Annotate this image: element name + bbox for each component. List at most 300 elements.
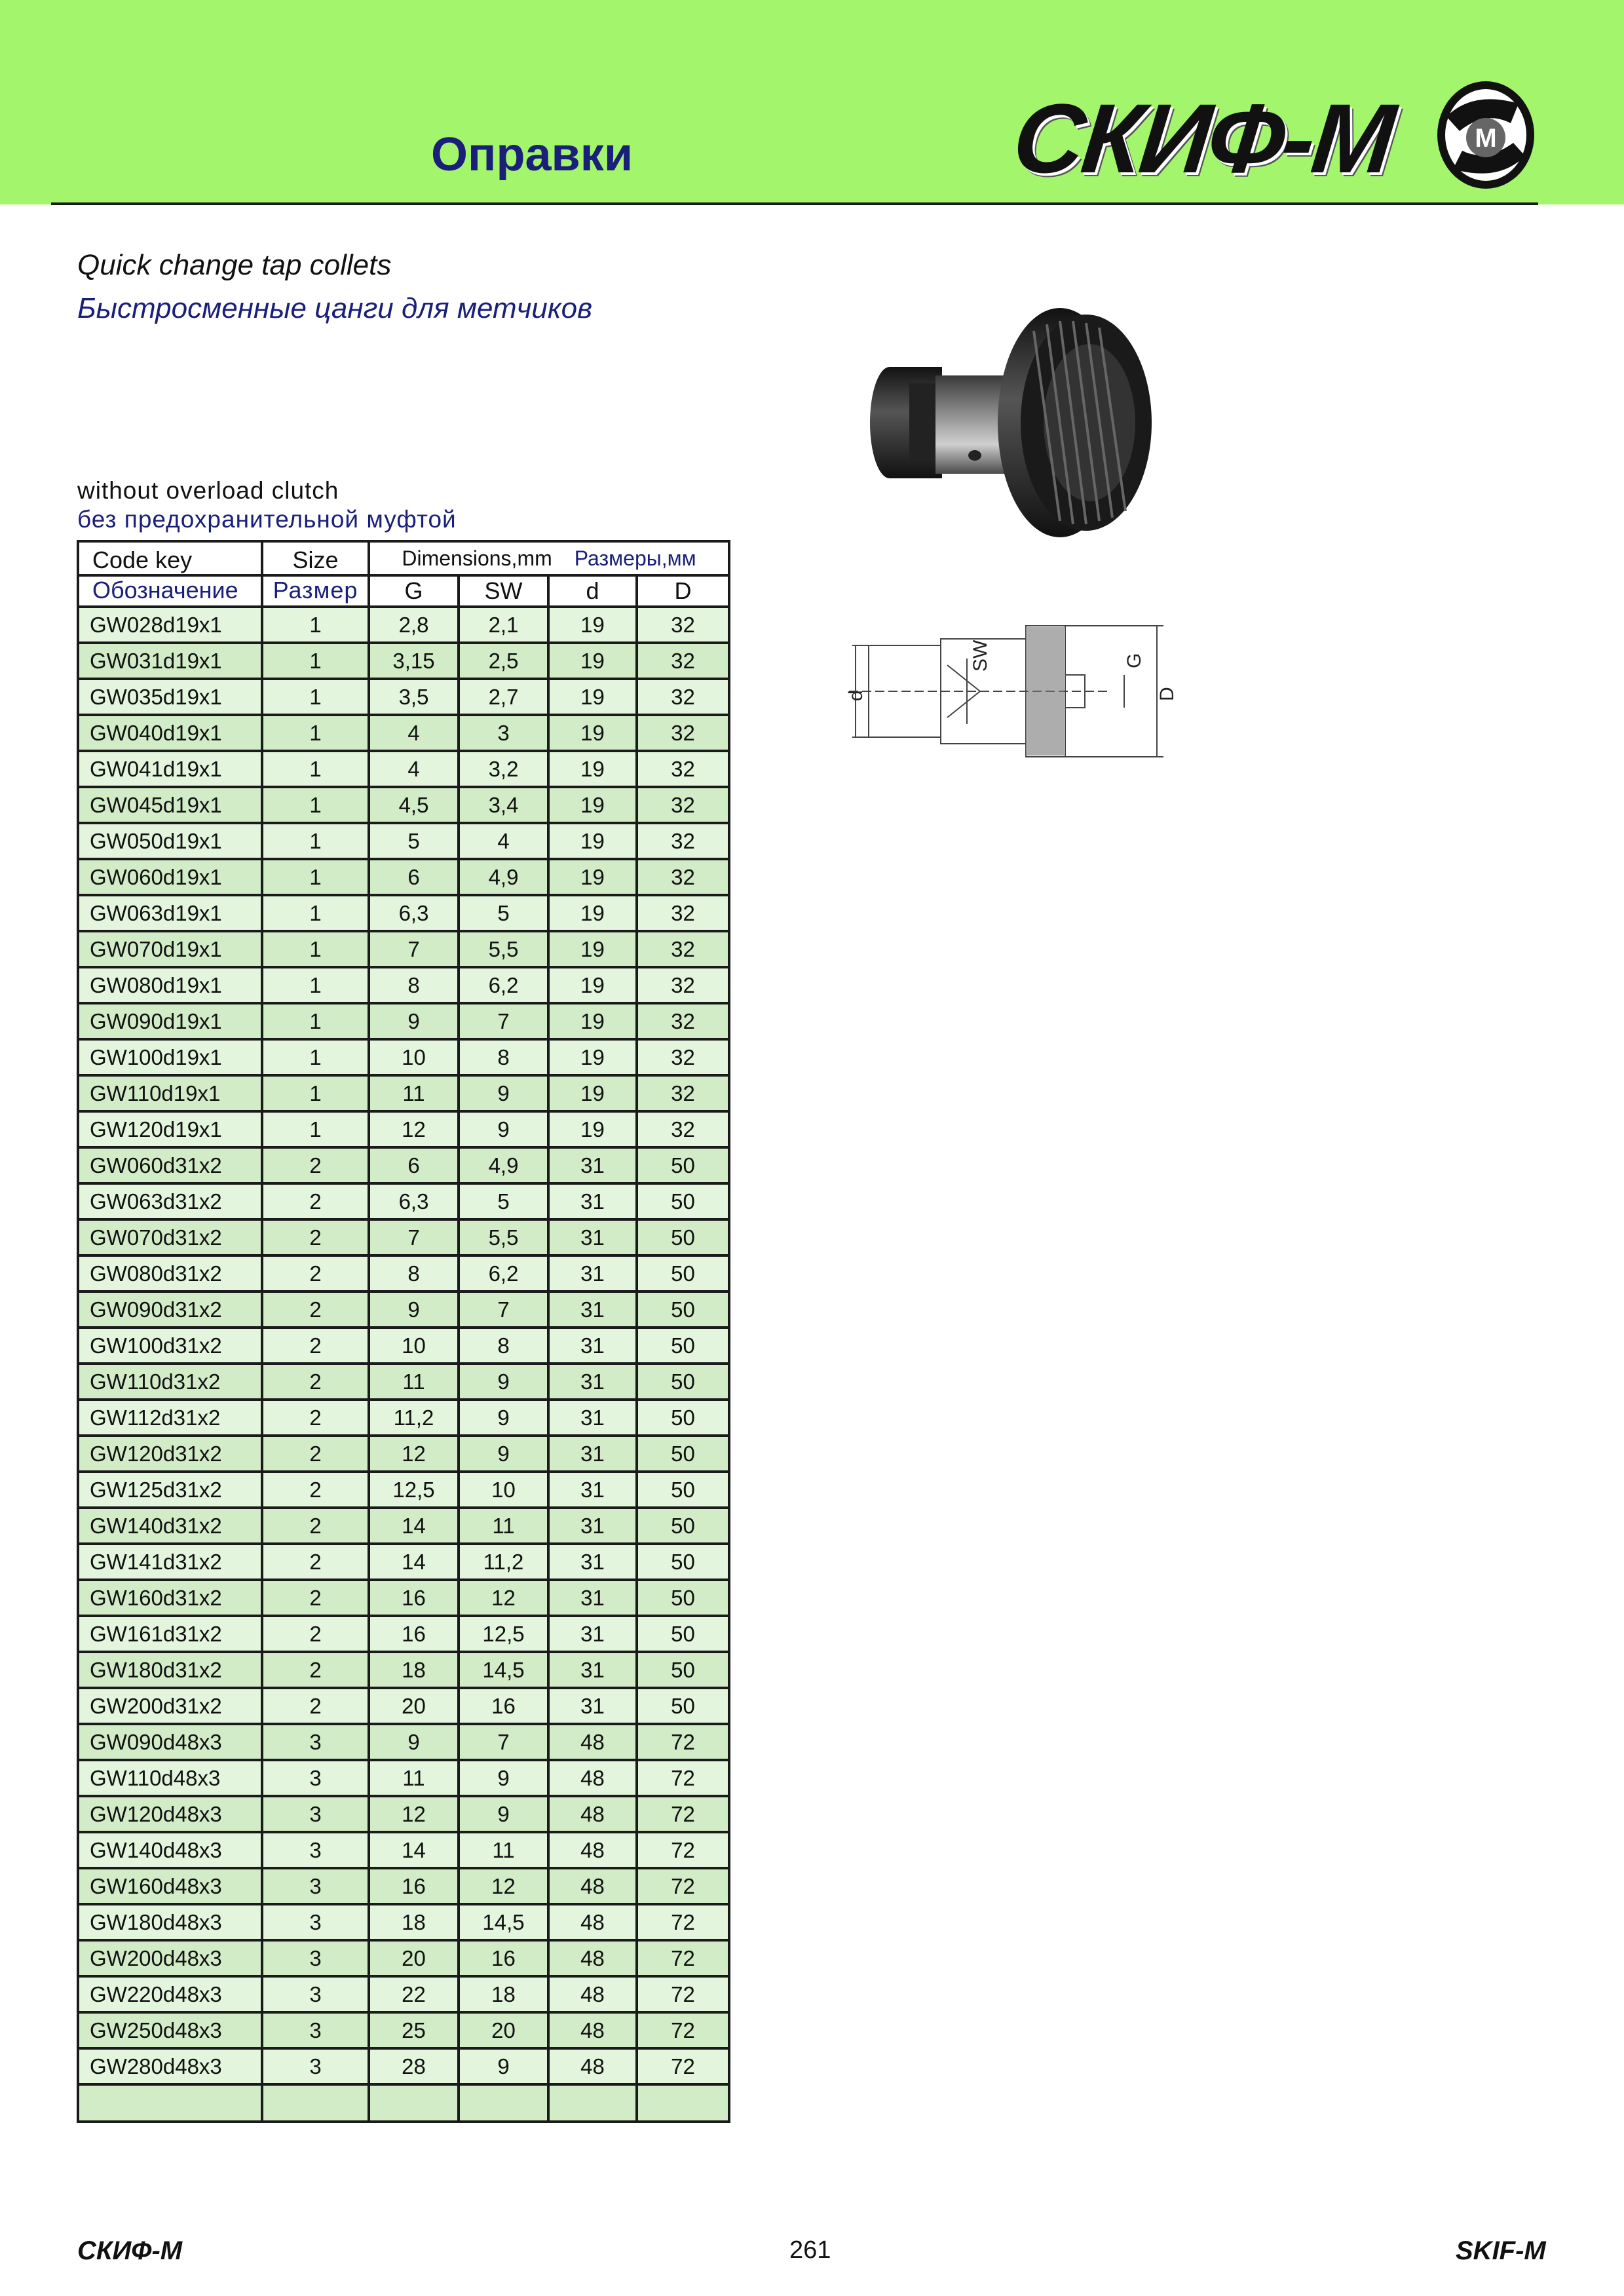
cell-d: 31 bbox=[548, 1616, 637, 1652]
table-row bbox=[78, 1400, 729, 1436]
cell-g: 6 bbox=[369, 1147, 459, 1183]
cell-big-d: 32 bbox=[637, 751, 729, 787]
cell-size: 2 bbox=[262, 1364, 369, 1400]
table-row bbox=[78, 1111, 729, 1147]
cell-sw: 7 bbox=[459, 1292, 548, 1328]
table-row bbox=[78, 2012, 729, 2048]
table-row bbox=[78, 967, 729, 1003]
cell-d: 31 bbox=[548, 1364, 637, 1400]
cell-big-d: 32 bbox=[637, 715, 729, 751]
table-row bbox=[78, 715, 729, 751]
cell-size: 2 bbox=[262, 1219, 369, 1255]
cell-big-d: 32 bbox=[637, 1075, 729, 1111]
cell-sw: 8 bbox=[459, 1039, 548, 1075]
note-english: without overload clutch bbox=[77, 477, 339, 504]
cell-sw: 10 bbox=[459, 1472, 548, 1508]
cell-size: 1 bbox=[262, 1111, 369, 1147]
cell-size: 2 bbox=[262, 1400, 369, 1436]
cell-big-d: 72 bbox=[637, 1940, 729, 1976]
cell-d: 19 bbox=[548, 787, 637, 823]
cell-g: 16 bbox=[369, 1580, 459, 1616]
cell-big-d: 72 bbox=[637, 1760, 729, 1796]
empty-cell bbox=[262, 2084, 369, 2122]
table-row bbox=[78, 1976, 729, 2012]
cell-d: 19 bbox=[548, 895, 637, 931]
cell-d: 31 bbox=[548, 1183, 637, 1219]
cell-sw: 20 bbox=[459, 2012, 548, 2048]
cell-g: 12 bbox=[369, 1796, 459, 1832]
cell-code: GW140d48x3 bbox=[78, 1832, 262, 1868]
cell-g: 10 bbox=[369, 1039, 459, 1075]
cell-code: GW035d19x1 bbox=[78, 679, 262, 715]
cell-code: GW160d31x2 bbox=[78, 1580, 262, 1616]
table-row bbox=[78, 751, 729, 787]
cell-size: 1 bbox=[262, 859, 369, 895]
cell-d: 19 bbox=[548, 931, 637, 967]
cell-big-d: 50 bbox=[637, 1147, 729, 1183]
header-dimensions-en: Dimensions,mm bbox=[402, 546, 552, 570]
cell-code: GW100d19x1 bbox=[78, 1039, 262, 1075]
cell-size: 2 bbox=[262, 1436, 369, 1472]
cell-code: GW220d48x3 bbox=[78, 1976, 262, 2012]
dim-label-big-d: D bbox=[1156, 687, 1178, 701]
cell-sw: 9 bbox=[459, 1436, 548, 1472]
cell-sw: 4,9 bbox=[459, 1147, 548, 1183]
cell-code: GW161d31x2 bbox=[78, 1616, 262, 1652]
table-row bbox=[78, 1292, 729, 1328]
cell-d: 31 bbox=[548, 1652, 637, 1688]
cell-big-d: 32 bbox=[637, 895, 729, 931]
cell-big-d: 72 bbox=[637, 1976, 729, 2012]
cell-g: 8 bbox=[369, 1255, 459, 1292]
cell-sw: 8 bbox=[459, 1328, 548, 1364]
cell-sw: 14,5 bbox=[459, 1652, 548, 1688]
cell-code: GW050d19x1 bbox=[78, 823, 262, 859]
footer-brand-en: SKIF-M bbox=[1456, 2236, 1546, 2265]
subtitle-english: Quick change tap collets bbox=[77, 249, 392, 281]
cell-big-d: 50 bbox=[637, 1292, 729, 1328]
cell-big-d: 50 bbox=[637, 1544, 729, 1580]
cell-g: 6 bbox=[369, 859, 459, 895]
cell-code: GW110d48x3 bbox=[78, 1760, 262, 1796]
cell-d: 19 bbox=[548, 859, 637, 895]
cell-big-d: 32 bbox=[637, 931, 729, 967]
cell-g: 12 bbox=[369, 1436, 459, 1472]
table-row bbox=[78, 1436, 729, 1472]
cell-size: 3 bbox=[262, 1760, 369, 1796]
cell-sw: 9 bbox=[459, 1400, 548, 1436]
page-title: Оправки bbox=[431, 128, 633, 181]
cell-g: 16 bbox=[369, 1616, 459, 1652]
cell-g: 18 bbox=[369, 1904, 459, 1940]
cell-sw: 12 bbox=[459, 1868, 548, 1904]
empty-cell bbox=[78, 2084, 262, 2122]
cell-d: 19 bbox=[548, 1075, 637, 1111]
cell-sw: 5 bbox=[459, 1183, 548, 1219]
table-row bbox=[78, 1039, 729, 1075]
cell-big-d: 50 bbox=[637, 1652, 729, 1688]
cell-g: 3,5 bbox=[369, 679, 459, 715]
table-row bbox=[78, 679, 729, 715]
cell-big-d: 32 bbox=[637, 1039, 729, 1075]
cell-code: GW060d31x2 bbox=[78, 1147, 262, 1183]
cell-big-d: 72 bbox=[637, 1904, 729, 1940]
table-row bbox=[78, 1688, 729, 1724]
cell-g: 16 bbox=[369, 1868, 459, 1904]
cell-sw: 9 bbox=[459, 2048, 548, 2084]
cell-size: 2 bbox=[262, 1580, 369, 1616]
table-row bbox=[78, 643, 729, 679]
cell-sw: 3,2 bbox=[459, 751, 548, 787]
cell-sw: 5,5 bbox=[459, 931, 548, 967]
dim-label-g: G bbox=[1124, 653, 1145, 668]
cell-g: 3,15 bbox=[369, 643, 459, 679]
cell-d: 48 bbox=[548, 1724, 637, 1760]
cell-d: 48 bbox=[548, 1868, 637, 1904]
cell-sw: 11 bbox=[459, 1832, 548, 1868]
table-row bbox=[78, 1832, 729, 1868]
cell-g: 9 bbox=[369, 1724, 459, 1760]
logo-emblem-icon bbox=[1433, 77, 1538, 192]
cell-sw: 3 bbox=[459, 715, 548, 751]
cell-code: GW063d31x2 bbox=[78, 1183, 262, 1219]
table-row bbox=[78, 2048, 729, 2084]
cell-d: 31 bbox=[548, 1328, 637, 1364]
header-size: Size bbox=[262, 541, 369, 575]
cell-code: GW112d31x2 bbox=[78, 1400, 262, 1436]
cell-big-d: 50 bbox=[637, 1616, 729, 1652]
cell-size: 2 bbox=[262, 1292, 369, 1328]
cell-code: GW120d19x1 bbox=[78, 1111, 262, 1147]
cell-code: GW200d31x2 bbox=[78, 1688, 262, 1724]
cell-g: 9 bbox=[369, 1292, 459, 1328]
cell-code: GW070d19x1 bbox=[78, 931, 262, 967]
cell-d: 48 bbox=[548, 1904, 637, 1940]
empty-cell bbox=[637, 2084, 729, 2122]
table-row bbox=[78, 1652, 729, 1688]
cell-size: 2 bbox=[262, 1183, 369, 1219]
cell-big-d: 32 bbox=[637, 643, 729, 679]
logo-emblem-letter: M bbox=[1475, 124, 1497, 153]
cell-sw: 7 bbox=[459, 1003, 548, 1039]
cell-sw: 6,2 bbox=[459, 1255, 548, 1292]
cell-d: 19 bbox=[548, 1111, 637, 1147]
header-code-key-ru: Обозначение bbox=[78, 575, 262, 607]
table-row-empty bbox=[78, 2084, 729, 2122]
cell-d: 31 bbox=[548, 1508, 637, 1544]
cell-d: 31 bbox=[548, 1255, 637, 1292]
cell-size: 2 bbox=[262, 1544, 369, 1580]
cell-big-d: 72 bbox=[637, 1796, 729, 1832]
collet-spec-table bbox=[77, 540, 730, 2123]
header-dimensions bbox=[369, 541, 729, 575]
cell-size: 1 bbox=[262, 715, 369, 751]
cell-size: 1 bbox=[262, 823, 369, 859]
dim-label-sw: SW bbox=[970, 640, 991, 672]
cell-code: GW090d48x3 bbox=[78, 1724, 262, 1760]
brand-logo bbox=[1008, 77, 1538, 195]
cell-code: GW250d48x3 bbox=[78, 2012, 262, 2048]
cell-big-d: 50 bbox=[637, 1255, 729, 1292]
cell-size: 3 bbox=[262, 2048, 369, 2084]
table-row bbox=[78, 1364, 729, 1400]
cell-size: 2 bbox=[262, 1688, 369, 1724]
cell-sw: 16 bbox=[459, 1688, 548, 1724]
cell-sw: 2,5 bbox=[459, 643, 548, 679]
cell-g: 14 bbox=[369, 1832, 459, 1868]
cell-code: GW090d31x2 bbox=[78, 1292, 262, 1328]
cell-g: 11,2 bbox=[369, 1400, 459, 1436]
cell-big-d: 50 bbox=[637, 1688, 729, 1724]
header-dimensions-ru: Размеры,мм bbox=[574, 546, 696, 570]
cell-code: GW141d31x2 bbox=[78, 1544, 262, 1580]
table-row bbox=[78, 1904, 729, 1940]
header-col-big-d: D bbox=[637, 575, 729, 607]
cell-size: 1 bbox=[262, 1003, 369, 1039]
table-row bbox=[78, 823, 729, 859]
cell-d: 19 bbox=[548, 967, 637, 1003]
cell-size: 1 bbox=[262, 1075, 369, 1111]
cell-big-d: 72 bbox=[637, 2048, 729, 2084]
cell-g: 4 bbox=[369, 715, 459, 751]
cell-size: 3 bbox=[262, 1796, 369, 1832]
cell-big-d: 32 bbox=[637, 679, 729, 715]
cell-sw: 12,5 bbox=[459, 1616, 548, 1652]
cell-d: 48 bbox=[548, 1832, 637, 1868]
table-row bbox=[78, 1255, 729, 1292]
cell-sw: 6,2 bbox=[459, 967, 548, 1003]
table-row bbox=[78, 1544, 729, 1580]
cell-sw: 5,5 bbox=[459, 1219, 548, 1255]
cell-g: 6,3 bbox=[369, 895, 459, 931]
cell-d: 31 bbox=[548, 1580, 637, 1616]
cell-code: GW180d48x3 bbox=[78, 1904, 262, 1940]
cell-big-d: 50 bbox=[637, 1400, 729, 1436]
cell-size: 2 bbox=[262, 1472, 369, 1508]
cell-d: 31 bbox=[548, 1219, 637, 1255]
cell-g: 20 bbox=[369, 1940, 459, 1976]
cell-code: GW063d19x1 bbox=[78, 895, 262, 931]
table-row bbox=[78, 895, 729, 931]
cell-size: 1 bbox=[262, 931, 369, 967]
cell-sw: 9 bbox=[459, 1760, 548, 1796]
table-body bbox=[78, 607, 729, 2122]
cell-d: 48 bbox=[548, 2048, 637, 2084]
cell-g: 14 bbox=[369, 1508, 459, 1544]
header-col-g: G bbox=[369, 575, 459, 607]
cell-sw: 11,2 bbox=[459, 1544, 548, 1580]
cell-code: GW060d19x1 bbox=[78, 859, 262, 895]
cell-size: 1 bbox=[262, 967, 369, 1003]
table-row bbox=[78, 931, 729, 967]
cell-d: 31 bbox=[548, 1436, 637, 1472]
table-row bbox=[78, 1219, 729, 1255]
table-row bbox=[78, 859, 729, 895]
cell-size: 2 bbox=[262, 1328, 369, 1364]
cell-d: 19 bbox=[548, 1039, 637, 1075]
cell-code: GW040d19x1 bbox=[78, 715, 262, 751]
cell-g: 20 bbox=[369, 1688, 459, 1724]
cell-g: 9 bbox=[369, 1003, 459, 1039]
cell-d: 31 bbox=[548, 1472, 637, 1508]
cell-code: GW041d19x1 bbox=[78, 751, 262, 787]
cell-size: 3 bbox=[262, 1976, 369, 2012]
cell-sw: 9 bbox=[459, 1075, 548, 1111]
cell-big-d: 72 bbox=[637, 2012, 729, 2048]
cell-d: 19 bbox=[548, 607, 637, 643]
technical-drawing bbox=[845, 619, 1178, 763]
cell-g: 10 bbox=[369, 1328, 459, 1364]
cell-d: 19 bbox=[548, 823, 637, 859]
cell-d: 19 bbox=[548, 679, 637, 715]
cell-sw: 7 bbox=[459, 1724, 548, 1760]
cell-g: 7 bbox=[369, 1219, 459, 1255]
cell-d: 48 bbox=[548, 2012, 637, 2048]
cell-g: 12,5 bbox=[369, 1472, 459, 1508]
empty-cell bbox=[548, 2084, 637, 2122]
cell-size: 2 bbox=[262, 1147, 369, 1183]
cell-big-d: 50 bbox=[637, 1508, 729, 1544]
cell-big-d: 50 bbox=[637, 1328, 729, 1364]
cell-g: 8 bbox=[369, 967, 459, 1003]
cell-g: 7 bbox=[369, 931, 459, 967]
cell-sw: 9 bbox=[459, 1364, 548, 1400]
cell-sw: 4,9 bbox=[459, 859, 548, 895]
cell-d: 19 bbox=[548, 1003, 637, 1039]
cell-code: GW125d31x2 bbox=[78, 1472, 262, 1508]
cell-sw: 2,1 bbox=[459, 607, 548, 643]
table-row bbox=[78, 1003, 729, 1039]
cell-g: 11 bbox=[369, 1075, 459, 1111]
cell-size: 1 bbox=[262, 787, 369, 823]
cell-g: 12 bbox=[369, 1111, 459, 1147]
product-photo bbox=[863, 305, 1152, 541]
cell-big-d: 50 bbox=[637, 1472, 729, 1508]
cell-g: 2,8 bbox=[369, 607, 459, 643]
cell-d: 31 bbox=[548, 1544, 637, 1580]
cell-g: 14 bbox=[369, 1544, 459, 1580]
cell-d: 19 bbox=[548, 643, 637, 679]
cell-g: 11 bbox=[369, 1364, 459, 1400]
cell-g: 28 bbox=[369, 2048, 459, 2084]
cell-sw: 3,4 bbox=[459, 787, 548, 823]
cell-size: 1 bbox=[262, 751, 369, 787]
cell-d: 19 bbox=[548, 715, 637, 751]
cell-size: 3 bbox=[262, 1904, 369, 1940]
cell-size: 3 bbox=[262, 1832, 369, 1868]
cell-sw: 14,5 bbox=[459, 1904, 548, 1940]
cell-big-d: 50 bbox=[637, 1436, 729, 1472]
note-russian: без предохранительной муфтой bbox=[77, 506, 457, 533]
cell-big-d: 32 bbox=[637, 607, 729, 643]
cell-sw: 9 bbox=[459, 1111, 548, 1147]
cell-code: GW120d48x3 bbox=[78, 1796, 262, 1832]
table-row bbox=[78, 1616, 729, 1652]
cell-d: 48 bbox=[548, 1760, 637, 1796]
cell-sw: 2,7 bbox=[459, 679, 548, 715]
cell-big-d: 72 bbox=[637, 1724, 729, 1760]
cell-size: 1 bbox=[262, 895, 369, 931]
header-size-ru: Размер bbox=[262, 575, 369, 607]
cell-g: 4,5 bbox=[369, 787, 459, 823]
header-col-sw: SW bbox=[459, 575, 548, 607]
cell-size: 1 bbox=[262, 607, 369, 643]
cell-size: 1 bbox=[262, 643, 369, 679]
cell-g: 25 bbox=[369, 2012, 459, 2048]
header-col-d: d bbox=[548, 575, 637, 607]
table-row bbox=[78, 1724, 729, 1760]
cell-sw: 18 bbox=[459, 1976, 548, 2012]
cell-code: GW045d19x1 bbox=[78, 787, 262, 823]
cell-big-d: 50 bbox=[637, 1364, 729, 1400]
cell-big-d: 50 bbox=[637, 1183, 729, 1219]
cell-size: 2 bbox=[262, 1255, 369, 1292]
cell-code: GW140d31x2 bbox=[78, 1508, 262, 1544]
cell-g: 18 bbox=[369, 1652, 459, 1688]
cell-big-d: 72 bbox=[637, 1868, 729, 1904]
cell-big-d: 32 bbox=[637, 1111, 729, 1147]
table-row bbox=[78, 1328, 729, 1364]
cell-code: GW031d19x1 bbox=[78, 643, 262, 679]
cell-big-d: 32 bbox=[637, 1003, 729, 1039]
table-row bbox=[78, 1580, 729, 1616]
empty-cell bbox=[459, 2084, 548, 2122]
cell-code: GW110d31x2 bbox=[78, 1364, 262, 1400]
cell-big-d: 50 bbox=[637, 1580, 729, 1616]
table-row bbox=[78, 1940, 729, 1976]
cell-code: GW100d31x2 bbox=[78, 1328, 262, 1364]
empty-cell bbox=[369, 2084, 459, 2122]
page-number: 261 bbox=[789, 2236, 831, 2264]
logo-text: СКИФ-М bbox=[1008, 83, 1398, 193]
footer-brand-ru: СКИФ-М bbox=[77, 2236, 183, 2265]
header-divider bbox=[51, 202, 1538, 205]
cell-g: 6,3 bbox=[369, 1183, 459, 1219]
cell-d: 48 bbox=[548, 1976, 637, 2012]
cell-code: GW080d19x1 bbox=[78, 967, 262, 1003]
cell-big-d: 32 bbox=[637, 823, 729, 859]
cell-size: 3 bbox=[262, 2012, 369, 2048]
cell-big-d: 32 bbox=[637, 967, 729, 1003]
cell-size: 2 bbox=[262, 1508, 369, 1544]
cell-code: GW280d48x3 bbox=[78, 2048, 262, 2084]
cell-g: 5 bbox=[369, 823, 459, 859]
cell-code: GW160d48x3 bbox=[78, 1868, 262, 1904]
table-row bbox=[78, 1868, 729, 1904]
cell-sw: 4 bbox=[459, 823, 548, 859]
cell-sw: 12 bbox=[459, 1580, 548, 1616]
cell-d: 31 bbox=[548, 1147, 637, 1183]
cell-code: GW200d48x3 bbox=[78, 1940, 262, 1976]
cell-g: 11 bbox=[369, 1760, 459, 1796]
table-row bbox=[78, 1796, 729, 1832]
cell-size: 2 bbox=[262, 1616, 369, 1652]
cell-code: GW110d19x1 bbox=[78, 1075, 262, 1111]
cell-big-d: 32 bbox=[637, 859, 729, 895]
cell-code: GW090d19x1 bbox=[78, 1003, 262, 1039]
cell-size: 1 bbox=[262, 1039, 369, 1075]
cell-size: 3 bbox=[262, 1724, 369, 1760]
cell-d: 31 bbox=[548, 1400, 637, 1436]
cell-code: GW070d31x2 bbox=[78, 1219, 262, 1255]
cell-size: 2 bbox=[262, 1652, 369, 1688]
cell-size: 3 bbox=[262, 1868, 369, 1904]
cell-g: 22 bbox=[369, 1976, 459, 2012]
table-row bbox=[78, 1075, 729, 1111]
cell-code: GW120d31x2 bbox=[78, 1436, 262, 1472]
cell-sw: 11 bbox=[459, 1508, 548, 1544]
table-row bbox=[78, 787, 729, 823]
